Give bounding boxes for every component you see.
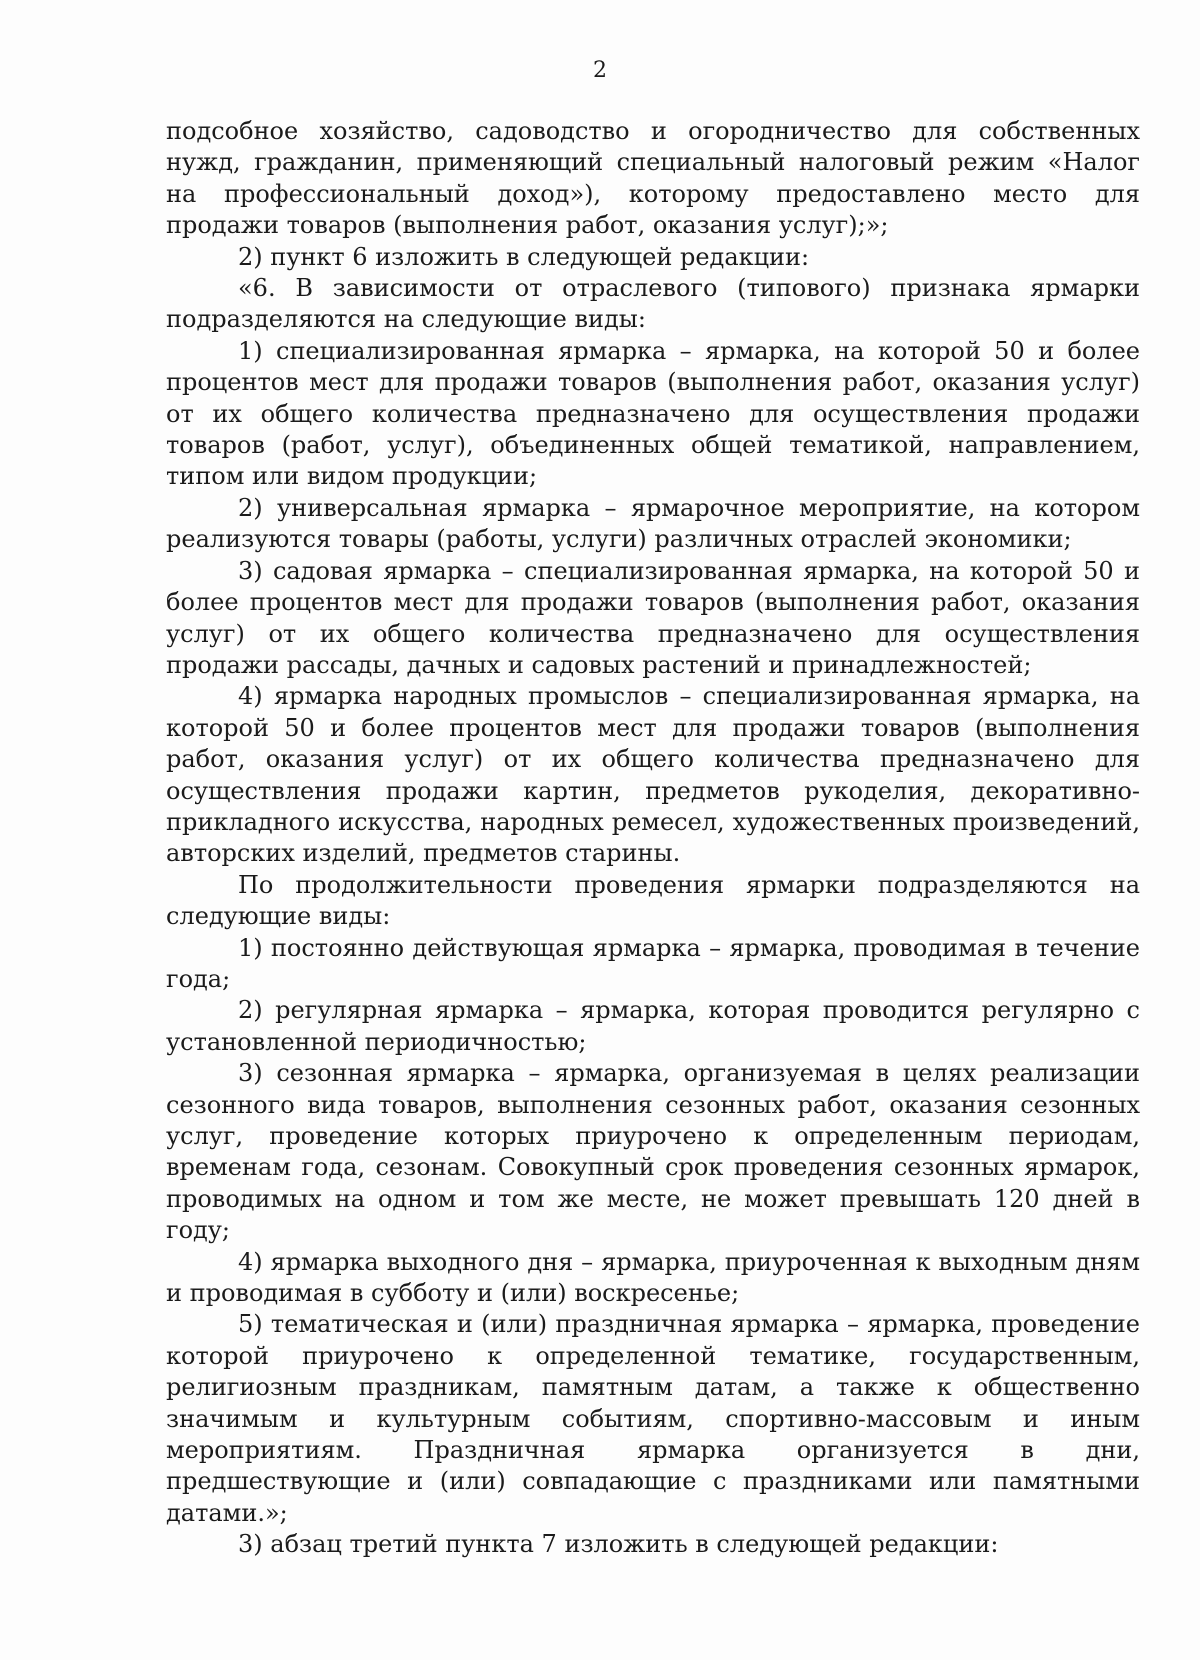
paragraph: 5) тематическая и (или) праздничная ярмарка – ярмарка, проведение которой приурочено к определенной тематике, государственным, религиозным праздникам, памятным датам, а также к общественно значимым и культурным событиям, спортивно-массовым и иным мероприятиям. Праздничная ярмарка организуется в дни, предшествующие и (или) совпадающие с праздниками или памятными датами.»; bbox=[166, 1310, 1140, 1527]
paragraph: 4) ярмарка народных промыслов – специализированная ярмарка, на которой 50 и более процентов мест для продажи товаров (выполнения работ, оказания услуг) от их общего количества предназначено для осуществления продажи картин, предметов рукоделия, декоративно-прикладного искусства, народных ремесел, художественных произведений, авторских изделий, предметов старины. bbox=[166, 682, 1140, 868]
page-number: 2 bbox=[593, 58, 607, 83]
paragraph: 4) ярмарка выходного дня – ярмарка, приуроченная к выходным дням и проводимая в субботу и (или) воскресенье; bbox=[166, 1247, 1140, 1308]
paragraph: 3) сезонная ярмарка – ярмарка, организуемая в целях реализации сезонного вида товаров, выполнения сезонных работ, оказания сезонных услуг, проведение которых приурочено к определенным периодам, временам года, сезонам. Совокупный срок проведения сезонных ярмарок, проводимых на одном и том же месте, не может превышать 120 дней в году; bbox=[166, 1059, 1140, 1245]
paragraph: 3) абзац третий пункта 7 изложить в следующей редакции: bbox=[238, 1530, 999, 1559]
paragraph: 1) специализированная ярмарка – ярмарка, на которой 50 и более процентов мест для продажи товаров (выполнения работ, оказания услуг) от их общего количества предназначено для осуществления продажи товаров (работ, услуг), объединенных общей тематикой, направлением, типом или видом продукции; bbox=[166, 336, 1140, 491]
paragraph: подсобное хозяйство, садоводство и огородничество для собственных нужд, гражданин, применяющий специальный налоговый режим «Налог на профессиональный доход»), которому предоставлено место для продажи товаров (выполнения работ, оказания услуг);»; bbox=[166, 117, 1140, 240]
paragraph: 2) пункт 6 изложить в следующей редакции: bbox=[238, 242, 810, 271]
paragraph: 2) универсальная ярмарка – ярмарочное мероприятие, на котором реализуются товары (работы, услуги) различных отраслей экономики; bbox=[166, 493, 1140, 554]
paragraph: 3) садовая ярмарка – специализированная ярмарка, на которой 50 и более процентов мест для продажи товаров (выполнения работ, оказания услуг) от их общего количества предназначено для осуществления продажи рассады, дачных и садовых растений и принадлежностей; bbox=[166, 556, 1140, 679]
document-body bbox=[166, 116, 1140, 1561]
paragraph: 1) постоянно действующая ярмарка – ярмарка, проводимая в течение года; bbox=[166, 933, 1140, 993]
paragraph: 2) регулярная ярмарка – ярмарка, которая проводится регулярно с установленной периодичностью; bbox=[166, 996, 1140, 1056]
paragraph: По продолжительности проведения ярмарки подразделяются на следующие виды: bbox=[166, 870, 1140, 931]
paragraph: «6. В зависимости от отраслевого (типового) признака ярмарки подразделяются на следующие виды: bbox=[166, 274, 1140, 334]
